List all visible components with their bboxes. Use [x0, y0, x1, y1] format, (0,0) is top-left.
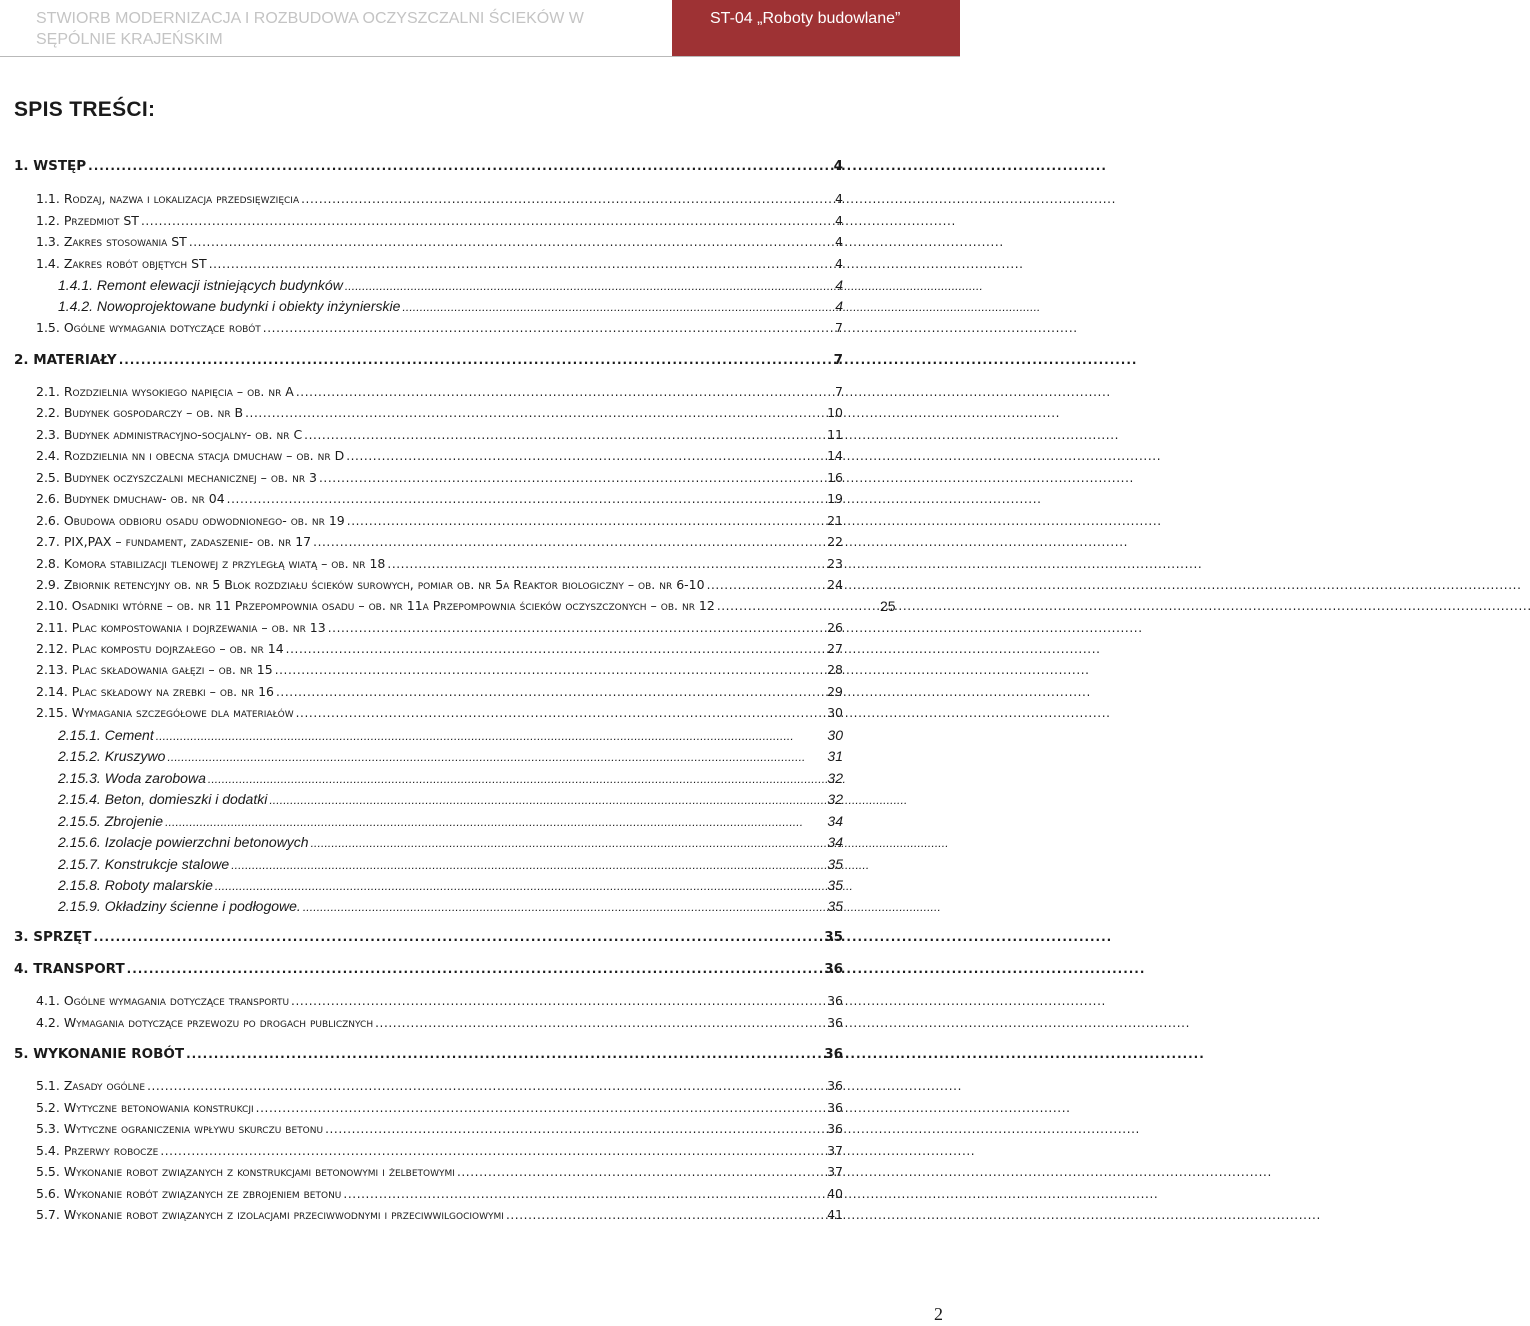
toc-entry[interactable]: [36, 620, 843, 640]
toc-entry-label: 5.2. Wytyczne betonowania konstrukcji: [36, 1100, 254, 1115]
toc-entry-label: 3. SPRZĘT: [14, 929, 92, 945]
toc-entry[interactable]: [14, 961, 843, 981]
toc-entry[interactable]: [36, 256, 843, 276]
toc-entry-label: 2.7. PIX,PAX – fundament, zadaszenie- ob. nr 17: [36, 534, 312, 549]
toc-leader-dots: [345, 277, 833, 293]
toc-entry[interactable]: [36, 993, 843, 1013]
toc-entry[interactable]: [36, 684, 843, 704]
toc-entry-page: 4: [835, 234, 843, 249]
toc-entry[interactable]: [36, 427, 843, 447]
toc-entry-label: 4.2. Wymagania dotyczące przewozu po drogach publicznych: [36, 1015, 374, 1030]
toc-leader-dots: [707, 577, 826, 592]
toc-entry-label: 1.4.1. Remont elewacji istniejących budynków: [58, 277, 343, 293]
toc-leader-dots: [88, 158, 831, 174]
toc-entry[interactable]: [36, 556, 843, 576]
toc-entry-page: 35: [827, 898, 843, 914]
toc-entry[interactable]: [36, 491, 843, 511]
toc-entry-label: 1.2. Przedmiot ST: [36, 213, 139, 228]
toc-entry-page: 4: [833, 158, 843, 174]
toc-leader-dots: [301, 191, 833, 206]
toc-entry-page: 36: [827, 1015, 843, 1030]
toc-entry-label: 5.6. Wykonanie robót związanych ze zbrojeniem betonu: [36, 1186, 342, 1201]
toc-leader-dots: [304, 427, 825, 442]
toc-entry-page: 35: [824, 929, 843, 945]
toc-entry[interactable]: [58, 770, 843, 790]
toc-entry-page: 31: [827, 748, 843, 764]
toc-entry-page: 35: [827, 877, 843, 893]
toc-entry-label: 2.3. Budynek administracyjno-socjalny- ob. nr C: [36, 427, 303, 442]
toc-entry-label: 1.5. Ogólne wymagania dotyczące robót: [36, 320, 261, 335]
toc-leader-dots: [269, 791, 825, 807]
toc-entry-label: 2.15.2. Kruszywo: [58, 748, 166, 764]
toc-entry-page: 36: [824, 1046, 843, 1062]
toc-entry[interactable]: [58, 277, 843, 297]
toc-entry[interactable]: [36, 1143, 843, 1163]
toc-leader-dots: [160, 1143, 825, 1158]
toc-entry[interactable]: [58, 856, 843, 876]
toc-entry[interactable]: [58, 834, 843, 854]
toc-entry-page: 32: [827, 770, 843, 786]
toc-leader-dots: [215, 877, 826, 893]
toc-entry[interactable]: [58, 748, 843, 768]
toc-entry-label: 2.14. Plac składowy na zrebki – ob. nr 16: [36, 684, 274, 699]
toc-entry-page: 34: [827, 813, 843, 829]
toc-leader-dots: [303, 898, 826, 914]
toc-leader-dots: [506, 1207, 825, 1222]
toc-entry-label: 2.15. Wymagania szczegółowe dla materiałów: [36, 705, 294, 720]
toc-leader-dots: [328, 620, 825, 635]
toc-entry-page: 4: [835, 213, 843, 228]
toc-entry-page: 24: [827, 577, 843, 592]
toc-entry[interactable]: [36, 1015, 843, 1035]
toc-entry-label: 4. TRANSPORT: [14, 961, 125, 977]
toc-entry[interactable]: [58, 877, 843, 897]
toc-leader-dots: [275, 662, 825, 677]
toc-leader-dots: [165, 813, 825, 829]
toc-entry-label: 2.15.1. Cement: [58, 727, 154, 743]
toc-entry-page: 4: [835, 256, 843, 271]
toc-leader-dots: [347, 513, 825, 528]
toc-leader-dots: [256, 1100, 825, 1115]
toc-entry-page: 36: [827, 1100, 843, 1115]
toc-entry[interactable]: [36, 577, 843, 597]
toc-leader-dots: [717, 598, 841, 613]
section-badge: [672, 0, 960, 56]
document-title: STWIORB MODERNIZACJA I ROZBUDOWA OCZYSZCZALNI ŚCIEKÓW W SĘPÓLNIE KRAJEŃSKIM: [36, 10, 584, 48]
toc-entry-label: 2.15.5. Zbrojenie: [58, 813, 164, 829]
toc-entry-page: 7: [833, 352, 843, 368]
toc-leader-dots: [147, 1078, 825, 1093]
toc-entry-page: 29: [827, 684, 843, 699]
toc-entry-label: 1.4.2. Nowoprojektowane budynki i obiekty inżynierskie: [58, 298, 401, 314]
toc-entry-label: 2. MATERIAŁY: [14, 352, 117, 368]
toc-entry[interactable]: [36, 470, 843, 490]
toc-entry[interactable]: [36, 191, 843, 211]
toc-leader-dots: [311, 834, 826, 850]
toc-entry-page: 32: [827, 791, 843, 807]
toc-entry[interactable]: [58, 727, 843, 747]
toc-entry[interactable]: [36, 1121, 843, 1141]
toc-leader-dots: [387, 556, 825, 571]
toc-entry[interactable]: [36, 1100, 843, 1120]
toc-entry-page: 30: [827, 705, 843, 720]
page-title: SPIS TREŚCI:: [14, 98, 156, 121]
toc-entry[interactable]: [36, 1186, 843, 1206]
toc-leader-dots: [209, 256, 833, 271]
toc-entry-page: 36: [827, 1078, 843, 1093]
toc-entry-label: 2.15.7. Konstrukcje stalowe: [58, 856, 230, 872]
toc-entry-label: 1.4. Zakres robót objętych ST: [36, 256, 207, 271]
toc-entry-label: 1.1. Rodzaj, nazwa i lokalizacja przedsięwzięcia: [36, 191, 300, 206]
toc-leader-dots: [313, 534, 825, 549]
toc-leader-dots: [208, 770, 826, 786]
toc-entry[interactable]: [14, 1046, 843, 1066]
toc-entry[interactable]: [58, 791, 843, 811]
toc-leader-dots: [186, 1046, 822, 1062]
toc-entry-label: 2.12. Plac kompostu dojrzałego – ob. nr 14: [36, 641, 284, 656]
toc-entry[interactable]: [36, 384, 843, 404]
toc-leader-dots: [296, 705, 825, 720]
page-number: 2: [934, 1304, 943, 1324]
toc-entry-label: 2.4. Rozdzielnia nn i obecna stacja dmuchaw – ob. nr D: [36, 448, 345, 463]
toc-entry-label: 5.3. Wytyczne ograniczenia wpływu skurczu betonu: [36, 1121, 324, 1136]
toc-entry[interactable]: [36, 405, 843, 425]
toc-entry-label: 2.13. Plac składowania gałęzi – ob. nr 15: [36, 662, 273, 677]
toc-entry-page: 10: [827, 405, 843, 420]
toc-entry-page: 19: [827, 491, 843, 506]
toc-entry-page: 36: [824, 961, 843, 977]
toc-entry-page: 27: [827, 641, 843, 656]
toc-leader-dots: [189, 234, 833, 249]
toc-entry-label: 4.1. Ogólne wymagania dotyczące transportu: [36, 993, 290, 1008]
toc-entry-page: 7: [835, 384, 843, 399]
toc-entry-label: 1.3. Zakres stosowania ST: [36, 234, 187, 249]
toc-leader-dots: [231, 856, 825, 872]
toc-entry-page: 36: [827, 993, 843, 1008]
toc-leader-dots: [245, 405, 825, 420]
toc-entry-page: 36: [827, 1121, 843, 1136]
toc-entry[interactable]: [36, 1078, 843, 1098]
toc-entry[interactable]: [36, 1164, 843, 1184]
toc-entry[interactable]: [36, 598, 843, 618]
toc-entry-label: 2.11. Plac kompostowania i dojrzewania – ob. nr 13: [36, 620, 326, 635]
toc-entry-page: 28: [827, 662, 843, 677]
toc-leader-dots: [156, 727, 826, 743]
toc-leader-dots: [296, 384, 833, 399]
toc-entry-label: 5.1. Zasady ogólne: [36, 1078, 146, 1093]
toc-leader-dots: [263, 320, 833, 335]
toc-entry-page: 7: [835, 320, 843, 335]
toc-entry[interactable]: [14, 929, 843, 949]
toc-entry-label: 2.2. Budynek gospodarczy – ob. nr B: [36, 405, 244, 420]
toc-leader-dots: [325, 1121, 825, 1136]
toc-entry[interactable]: [36, 234, 843, 254]
toc-leader-dots: [346, 448, 825, 463]
toc-entry-label: 5. WYKONANIE ROBÓT: [14, 1046, 185, 1062]
toc-entry-page: 22: [827, 534, 843, 549]
toc-entry-page: 4: [835, 298, 843, 314]
toc-entry-label: 2.6. Budynek dmuchaw- ob. nr 04: [36, 491, 225, 506]
toc-entry-label: 2.9. Zbiornik retencyjny ob. nr 5 Blok rozdziału ścieków surowych, pomiar ob. nr 5a Reaktor biologiczny – ob. nr 6-10: [36, 577, 705, 592]
toc-entry-page: 4: [835, 277, 843, 293]
toc-entry-label: 2.6. Obudowa odbioru osadu odwodnionego- ob. nr 19: [36, 513, 345, 528]
toc-entry[interactable]: [36, 534, 843, 554]
toc-entry-label: 1. WSTĘP: [14, 158, 87, 174]
toc-entry-page: 37: [827, 1143, 843, 1158]
toc-entry-page: 35: [827, 856, 843, 872]
toc-entry-label: 2.10. Osadniki wtórne – ob. nr 11 Przepompownia osadu – ob. nr 11a Przepompownia ścieków oczyszczonych – ob. nr 12: [36, 598, 715, 613]
toc-entry[interactable]: [36, 641, 843, 661]
toc-entry[interactable]: [36, 1207, 843, 1227]
toc-entry-label: 2.15.3. Woda zarobowa: [58, 770, 206, 786]
toc-leader-dots: [402, 298, 833, 314]
toc-entry-page: 4: [835, 191, 843, 206]
toc-entry-page: 23: [827, 556, 843, 571]
toc-entry[interactable]: [36, 705, 843, 725]
overflow-page-number: 25: [880, 598, 896, 614]
toc-entry-page: 11: [827, 427, 843, 442]
toc-entry-page: 21: [827, 513, 843, 528]
toc-entry-label: 2.1. Rozdzielnia wysokiego napięcia – ob. nr A: [36, 384, 294, 399]
toc-entry-page: 14: [827, 448, 843, 463]
toc-leader-dots: [227, 491, 825, 506]
toc-leader-dots: [291, 993, 825, 1008]
toc-entry-page: 40: [827, 1186, 843, 1201]
toc-leader-dots: [343, 1186, 825, 1201]
toc-entry[interactable]: [58, 898, 843, 918]
toc-entry-label: 5.5. Wykonanie robot związanych z konstrukcjami betonowymi i żelbetowymi: [36, 1164, 455, 1179]
page-header: [0, 0, 960, 57]
toc-entry-page: 37: [827, 1164, 843, 1179]
toc-entry-page: 26: [827, 620, 843, 635]
toc-entry[interactable]: [58, 298, 843, 318]
toc-entry-label: 2.15.9. Okładziny ścienne i podłogowe.: [58, 898, 301, 914]
toc-leader-dots: [167, 748, 825, 764]
toc-entry[interactable]: [36, 662, 843, 682]
toc-entry-label: 2.15.4. Beton, domieszki i dodatki: [58, 791, 268, 807]
toc-entry-label: 2.15.6. Izolacje powierzchni betonowych: [58, 834, 309, 850]
toc-leader-dots: [319, 470, 825, 485]
toc-leader-dots: [93, 929, 822, 945]
toc-entry[interactable]: [14, 352, 843, 372]
toc-entry[interactable]: [36, 513, 843, 533]
toc-entry[interactable]: [36, 448, 843, 468]
toc-leader-dots: [127, 961, 823, 977]
toc-entry[interactable]: [14, 158, 843, 178]
toc-leader-dots: [457, 1164, 825, 1179]
toc-entry-page: 34: [827, 834, 843, 850]
toc-entry-label: 2.5. Budynek oczyszczalni mechanicznej – ob. nr 3: [36, 470, 317, 485]
toc-leader-dots: [286, 641, 825, 656]
toc-entry-label: 5.4. Przerwy robocze: [36, 1143, 159, 1158]
section-label: ST-04 „Roboty budowlane”: [710, 10, 901, 27]
toc-entry-label: 2.15.8. Roboty malarskie: [58, 877, 213, 893]
toc-entry[interactable]: [36, 213, 843, 233]
toc-leader-dots: [375, 1015, 825, 1030]
toc-entry[interactable]: [58, 813, 843, 833]
toc-entry-label: 2.8. Komora stabilizacji tlenowej z przyległą wiatą – ob. nr 18: [36, 556, 386, 571]
toc-leader-dots: [276, 684, 825, 699]
toc-leader-dots: [119, 352, 832, 368]
toc-entry-label: 5.7. Wykonanie robot związanych z izolacjami przeciwwodnymi i przeciwwilgociowymi: [36, 1207, 504, 1222]
toc-entry[interactable]: [36, 320, 843, 340]
toc-leader-dots: [141, 213, 833, 228]
toc-entry-page: 41: [827, 1207, 843, 1222]
toc-entry-page: 16: [827, 470, 843, 485]
toc-entry-page: 30: [827, 727, 843, 743]
